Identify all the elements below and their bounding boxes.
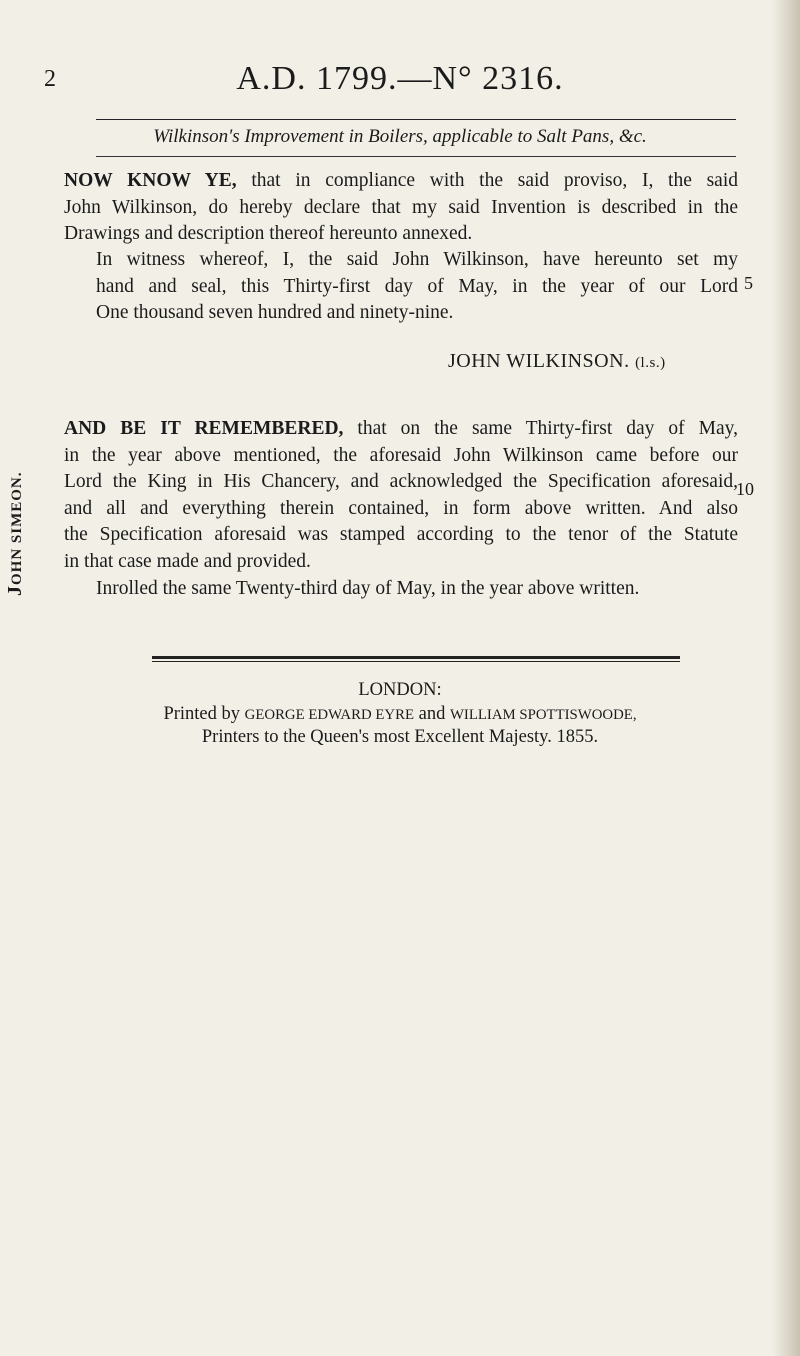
remember-line-5: the Specification aforesaid was stamped according to the tenor of the Statute (64, 524, 738, 545)
signature (448, 350, 666, 373)
closing-rule-thin (152, 661, 680, 662)
witness-line-2: hand and seal, this Thirty-first day of May, in the year of our Lord (96, 275, 738, 297)
imprint-city: LONDON: (358, 680, 442, 700)
remember-line-3: Lord the King in His Chancery, and acknowledged the Specification aforesaid, (64, 471, 738, 492)
side-note-rest: OHN SIMEON. (9, 471, 25, 585)
paragraph-remembered (64, 416, 738, 575)
imprint-prefix: Printed by (163, 704, 245, 724)
imprint-name-2: WILLIAM SPOTTISWOODE, (449, 707, 637, 723)
side-note-name (4, 446, 44, 596)
remember-line-1-text: that on the same Thirty-first day of May, (343, 418, 738, 439)
signature-seal: (l.s.) (635, 355, 666, 371)
page-number: 2 (44, 66, 56, 92)
imprint-line-2: Printers to the Queen's most Excellent Majesty. 1855. (201, 727, 599, 747)
running-head: A.D. 1799.—N° 2316. (236, 60, 564, 97)
closing-rule-thick (152, 656, 680, 659)
paragraph-inrolled (96, 576, 738, 603)
remember-line-1 (64, 416, 738, 443)
header-rule (96, 119, 736, 120)
paragraph-witness (96, 247, 738, 327)
remember-line-6: in that case made and provided. (64, 550, 311, 572)
inrolled-line: Inrolled the same Twenty-third day of May, in the year above written. (96, 578, 640, 599)
know-line-3: Drawings and description thereof hereunto annexed. (64, 223, 473, 244)
know-lead: NOW KNOW YE, (64, 170, 237, 191)
imprint-and: and (413, 704, 450, 724)
imprint-line-1 (0, 703, 800, 726)
know-line-1-text: that in compliance with the said proviso, I, the said (236, 170, 738, 191)
witness-line-3: One thousand seven hundred and ninety-nine. (96, 302, 454, 323)
imprint (0, 703, 800, 748)
remember-line-4: and all and everything therein contained, in form above written. And also (64, 497, 738, 519)
know-line-1 (64, 168, 738, 195)
signature-name: JOHN WILKINSON. (448, 350, 630, 372)
side-note-initial: J (4, 585, 26, 596)
page-edge-shadow (772, 0, 800, 1356)
subtitle: Wilkinson's Improvement in Boilers, applicable to Salt Pans, &c. (153, 126, 647, 147)
imprint-name-1: GEORGE EDWARD EYRE (244, 707, 414, 723)
witness-line-1: In witness whereof, I, the said John Wilkinson, have hereunto set my (96, 249, 738, 270)
margin-line-number-10: 10 (736, 479, 754, 499)
margin-line-number-5: 5 (744, 273, 753, 293)
remember-line-2: in the year above mentioned, the aforesaid John Wilkinson came before our (64, 444, 738, 466)
paragraph-know-ye (64, 168, 738, 248)
know-line-2: John Wilkinson, do hereby declare that my said Invention is described in the (64, 196, 738, 218)
remember-lead: AND BE IT REMEMBERED, (64, 418, 344, 439)
subtitle-rule (96, 156, 736, 157)
